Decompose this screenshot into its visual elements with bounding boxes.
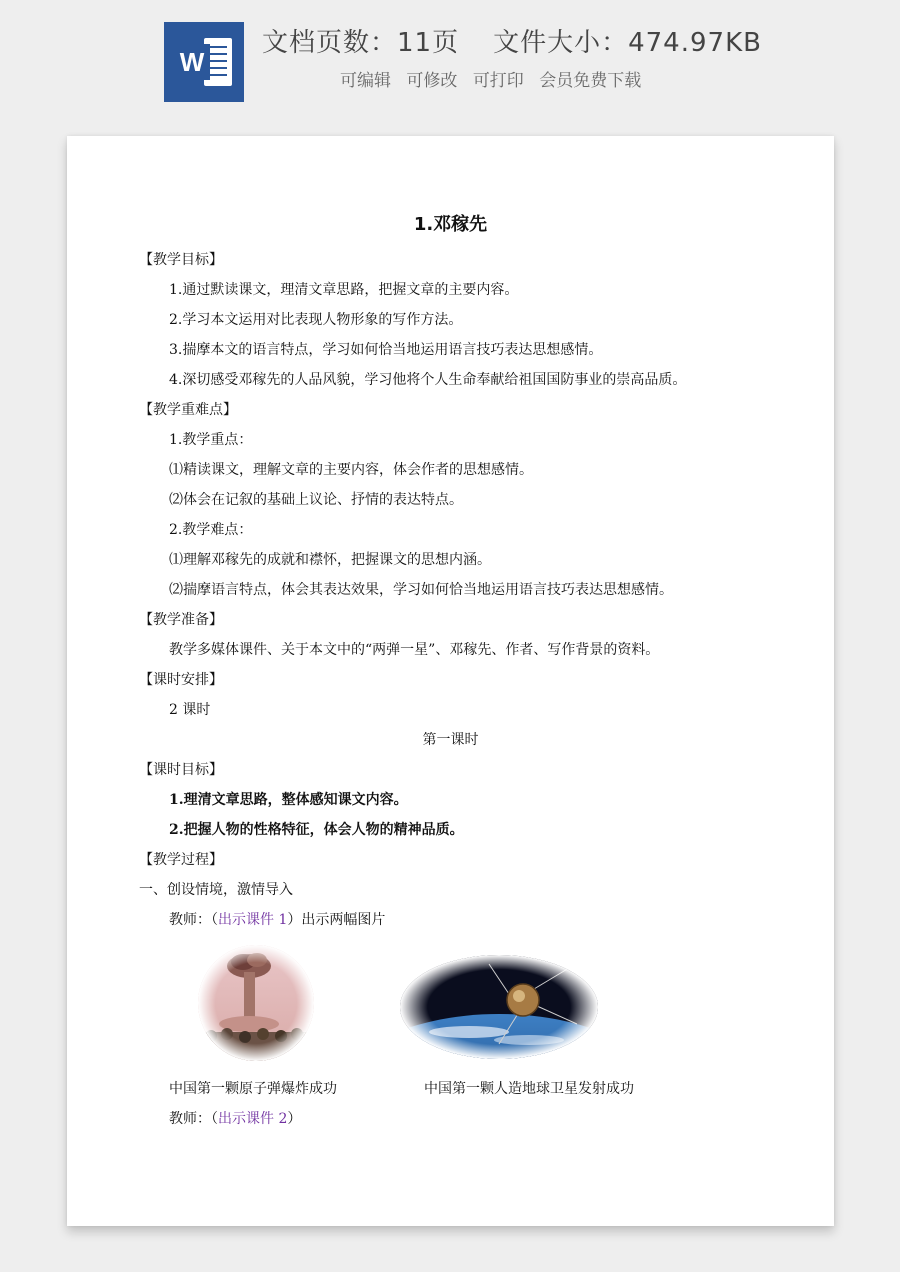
- document-title: 1.邓稼先: [413, 214, 488, 235]
- difficult-point-item: ⑴理解邓稼先的成就和襟怀，把握课文的思想内涵。: [169, 552, 491, 568]
- lesson-goal-item: 2.把握人物的性格特征，体会人物的精神品质。: [169, 822, 464, 838]
- lesson-one-title: 第一课时: [422, 732, 479, 748]
- page-count-label: 文档页数：11页: [262, 28, 460, 58]
- file-size-label: 文件大小：474.97KB: [493, 28, 762, 58]
- document-page: [67, 136, 834, 1226]
- satellite-earth-photo: [399, 954, 599, 1060]
- feature-editable: 可编辑: [340, 71, 391, 91]
- goal-item: 1.通过默读课文，理清文章思路，把握文章的主要内容。: [169, 282, 519, 298]
- teaching-process-heading: 【教学过程】: [139, 852, 223, 868]
- key-points-label: 1.教学重点：: [169, 432, 253, 448]
- lesson-goals-heading: 【课时目标】: [139, 762, 223, 778]
- step-one-heading: 一、创设情境，激情导入: [139, 882, 293, 898]
- key-difficult-heading: 【教学重难点】: [139, 402, 237, 418]
- goal-item: 3.揣摩本文的语言特点，学习如何恰当地运用语言技巧表达思想感情。: [169, 342, 603, 358]
- schedule-heading: 【课时安排】: [139, 672, 223, 688]
- difficult-point-item: ⑵揣摩语言特点，体会其表达效果，学习如何恰当地运用语言技巧表达思想感情。: [169, 582, 673, 598]
- word-letter: W: [174, 44, 210, 80]
- difficult-points-label: 2.教学难点：: [169, 522, 253, 538]
- lesson-goal-item: 1.理清文章思路，整体感知课文内容。: [169, 792, 408, 808]
- atomic-bomb-photo: [197, 944, 315, 1062]
- preparation-text: 教学多媒体课件、关于本文中的“两弹一星”、邓稼先、作者、写作背景的资料。: [169, 642, 660, 658]
- feature-printable: 可打印: [472, 71, 524, 91]
- feature-member-free-download: 会员免费下载: [539, 71, 642, 91]
- teacher-suffix: ）出示两幅图片: [287, 912, 386, 928]
- download-header: [0, 0, 900, 130]
- teacher-prefix: 教师：（: [169, 912, 218, 928]
- teacher-prefix: 教师：（: [169, 1111, 218, 1127]
- word-document-icon: [164, 22, 244, 102]
- feature-list: [340, 66, 651, 91]
- courseware-link-2[interactable]: 出示课件 2: [218, 1111, 288, 1127]
- goal-item: 2.学习本文运用对比表现人物形象的写作方法。: [169, 312, 463, 328]
- feature-modifiable: 可修改: [406, 71, 458, 91]
- image-caption-satellite: 中国第一颗人造地球卫星发射成功: [424, 1081, 634, 1097]
- preparation-heading: 【教学准备】: [139, 612, 223, 628]
- goal-item: 4.深切感受邓稼先的人品风貌，学习他将个人生命奉献给祖国国防事业的崇高品质。: [169, 372, 687, 388]
- schedule-text: 2 课时: [169, 702, 211, 718]
- key-point-item: ⑴精读课文，理解文章的主要内容，体会作者的思想感情。: [169, 462, 533, 478]
- courseware-link-1[interactable]: 出示课件 1: [218, 912, 288, 928]
- teacher-instruction: [169, 909, 385, 929]
- image-caption-atomic-bomb: 中国第一颗原子弹爆炸成功: [169, 1081, 337, 1097]
- file-info-line: [262, 22, 796, 59]
- teacher-suffix: ）: [287, 1111, 302, 1127]
- teacher-instruction: [169, 1108, 301, 1128]
- key-point-item: ⑵体会在记叙的基础上议论、抒情的表达特点。: [169, 492, 463, 508]
- teaching-goals-heading: 【教学目标】: [139, 252, 223, 268]
